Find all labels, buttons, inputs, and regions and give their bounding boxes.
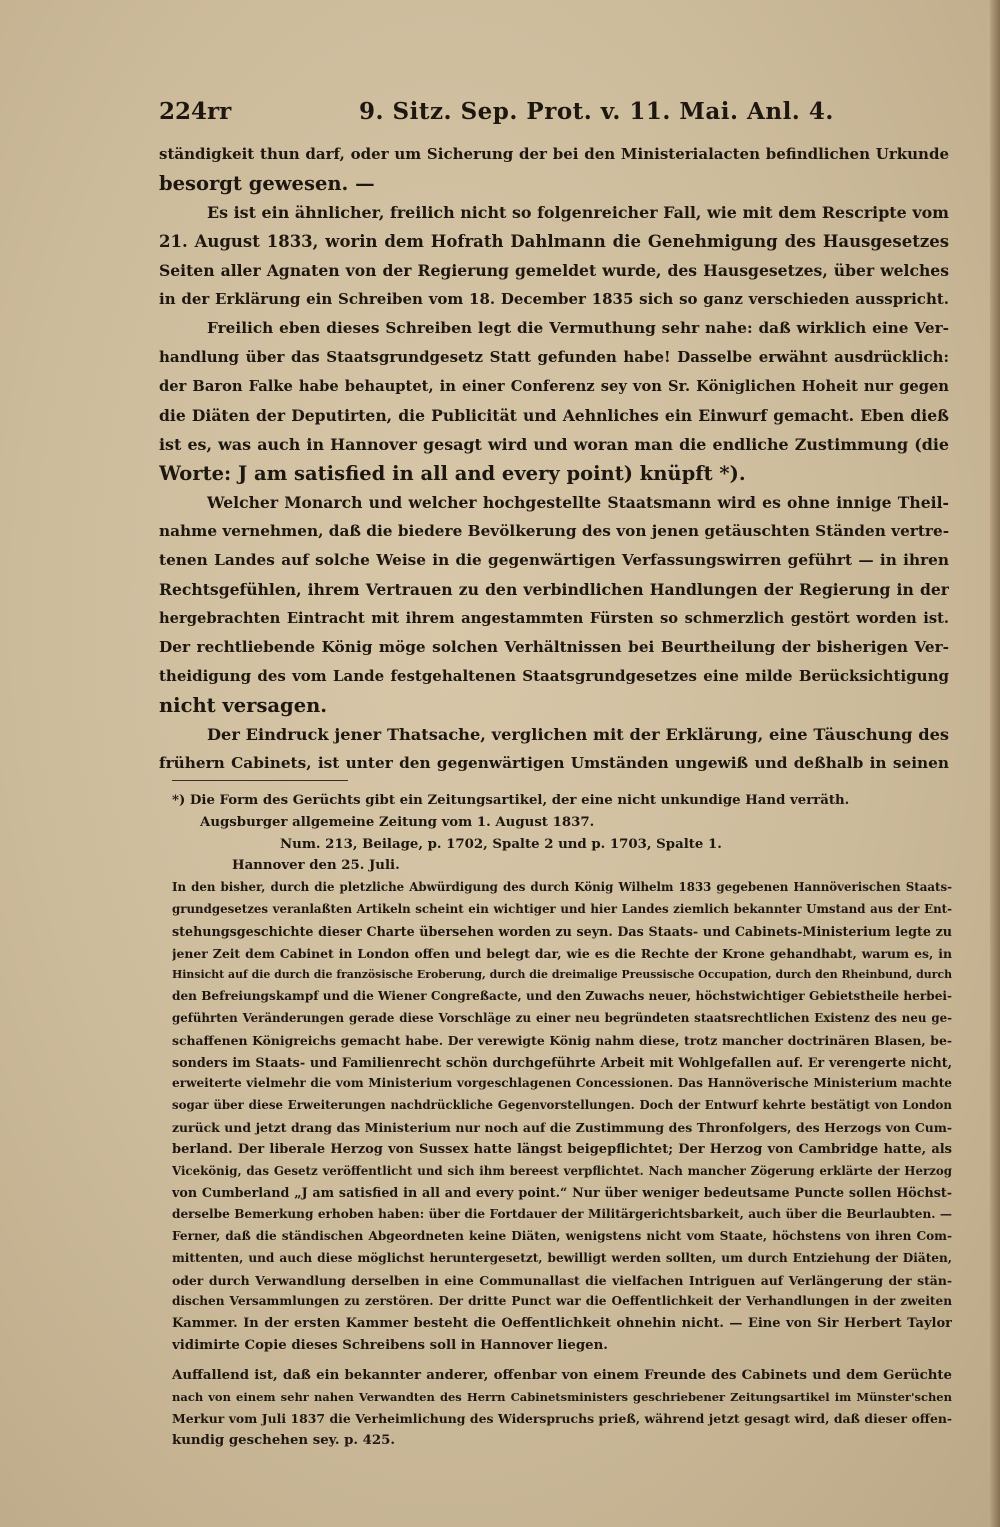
page-header xyxy=(159,98,959,132)
text-line: der Baron Falke habe behauptet, in einer Conferenz sey von Sr. Königlichen Hoheit nur gegen xyxy=(159,378,949,395)
footnote-line: vidimirte Copie dieses Schreibens soll in Hannover liegen. xyxy=(172,1337,608,1353)
footnote-line: erweiterte vielmehr die vom Ministerium vorgeschlagenen Concessionen. Das Hannöverische Ministerium machte xyxy=(172,1076,952,1091)
footnote-rule xyxy=(172,780,348,781)
footnote-line: Auffallend ist, daß ein bekannter anderer, offenbar von einem Freunde des Cabinets und dem Gerüchte xyxy=(172,1367,952,1383)
footnote-line: Num. 213, Beilage, p. 1702, Spalte 2 und p. 1703, Spalte 1. xyxy=(280,836,722,852)
footnote-line: In den bisher, durch die pletzliche Abwürdigung des durch König Wilhelm 1833 gegebenen Hannöverischen Staats- xyxy=(172,880,952,895)
page-number: 224rr xyxy=(159,98,232,125)
footnote-line: Merkur vom Juli 1837 die Verheimlichung des Widerspruchs prieß, während jetzt gesagt wird, daß dieser offen- xyxy=(172,1411,952,1427)
text-line: Der Eindruck jener Thatsache, verglichen mit der Erklärung, eine Täuschung des xyxy=(207,725,949,744)
text-line: Welcher Monarch und welcher hochgestellte Staatsmann wird es ohne innige Theil- xyxy=(207,493,949,512)
text-line: ständigkeit thun darf, oder um Sicherung der bei den Ministerialacten befindlichen Urkunde xyxy=(159,145,949,163)
footnote-line: oder durch Verwandlung derselben in eine Communallast die vielfachen Intriguen auf Verlängerung der stän- xyxy=(172,1272,952,1288)
text-line: ist es, was auch in Hannover gesagt wird und woran man die endliche Zustimmung (die xyxy=(159,435,949,454)
text-line: hergebrachten Eintracht mit ihrem angestammten Fürsten so schmerzlich gestört worden ist. xyxy=(159,610,949,627)
footnote-line: nach von einem sehr nahen Verwandten des Herrn Cabinetsministers geschriebener Zeitungsartikel im Münster'schen xyxy=(172,1389,952,1404)
text-line: theidigung des vom Lande festgehaltenen Staatsgrundgesetzes eine milde Berücksichtigung xyxy=(159,667,949,685)
text-line: 21. August 1833, worin dem Hofrath Dahlmann die Genehmigung des Hausgesetzes xyxy=(159,232,949,251)
text-line: Seiten aller Agnaten von der Regierung gemeldet wurde, des Hausgesetzes, über welches xyxy=(159,261,949,280)
footnote-line: Kammer. In der ersten Kammer besteht die Oeffentlichkeit ohnehin nicht. — Eine von Sir Herbert Taylor xyxy=(172,1316,952,1332)
footnote-line: sonders im Staats- und Familienrecht schön durchgeführte Arbeit mit Wohlgefallen auf. Er verengerte nicht, xyxy=(172,1054,952,1070)
text-line: handlung über das Staatsgrundgesetz Statt gefunden habe! Dasselbe erwähnt ausdrücklich: xyxy=(159,348,949,366)
footnote-line: Ferner, daß die ständischen Abgeordneten keine Diäten, wenigstens nicht vom Staate, höchstens von ihren Com- xyxy=(172,1228,952,1243)
text-line: Freilich eben dieses Schreiben legt die Vermuthung sehr nahe: daß wirklich eine Ver- xyxy=(207,319,949,337)
footnote-line: zurück und jetzt drang das Ministerium nur noch auf die Zustimmung des Thronfolgers, des Herzogs von Cum- xyxy=(172,1119,952,1135)
footnote-line: von Cumberland „J am satisfied in all and every point.“ Nur über weniger bedeutsame Puncte sollen Höchst- xyxy=(172,1185,952,1201)
footnote-line: den Befreiungskampf und die Wiener Congreßacte, und den Zuwachs neuer, höchstwichtiger Gebietstheile herbei- xyxy=(172,989,952,1004)
text-line: die Diäten der Deputirten, die Publicität und Aehnliches ein Einwurf gemacht. Eben dieß xyxy=(159,406,949,425)
footnote-line: Augsburger allgemeine Zeitung vom 1. August 1837. xyxy=(200,814,595,830)
footnote-line: *) Die Form des Gerüchts gibt ein Zeitungsartikel, der eine nicht unkundige Hand verräth. xyxy=(172,793,850,808)
text-line: Es ist ein ähnlicher, freilich nicht so folgenreicher Fall, wie mit dem Rescripte vom xyxy=(207,203,949,222)
footnote-line: schaffenen Königreichs gemacht habe. Der verewigte König nahm diese, trotz mancher doctrinären Blasen, be- xyxy=(172,1032,952,1048)
footnotes xyxy=(172,790,952,1452)
footnote-line: berland. Der liberale Herzog von Sussex hatte längst beigepflichtet; Der Herzog von Cambridge hatte, als xyxy=(172,1141,952,1157)
text-line: tenen Landes auf solche Weise in die gegenwärtigen Verfassungswirren geführt — in ihren xyxy=(159,551,949,569)
footnote-line: Vicekönig, das Gesetz veröffentlicht und sich ihm bereest verpflichtet. Nach mancher Zögerung erklärte der Herzog xyxy=(172,1163,952,1178)
footnote-line: kundig geschehen sey. p. 425. xyxy=(172,1433,396,1449)
footnote-line: dischen Versammlungen zu zerstören. Der dritte Punct war die Oeffentlichkeit der Verhandlungen in der zweiten xyxy=(172,1294,952,1309)
footnote-line: geführten Veränderungen gerade diese Vorschläge zu einer neu begründeten staatsrechtlichen Existenz des neu ge- xyxy=(172,1010,952,1025)
running-head: 9. Sitz. Sep. Prot. v. 11. Mai. Anl. 4. xyxy=(359,98,834,125)
text-line: Der rechtliebende König möge solchen Verhältnissen bei Beurtheilung der bisherigen Ver- xyxy=(159,638,949,656)
text-line: in der Erklärung ein Schreiben vom 18. December 1835 sich so ganz verschieden ausspricht. xyxy=(159,290,949,308)
footnote-line: jener Zeit dem Cabinet in London offen und belegt dar, wie es die Rechte der Krone gehandhabt, warum es, in xyxy=(172,945,952,961)
page-edge xyxy=(990,0,1000,1527)
text-line: besorgt gewesen. — xyxy=(159,172,375,195)
footnote-line: Hinsicht auf die durch die französische Eroberung, durch die dreimalige Preussische Occupation, durch den Rheinbund, durch xyxy=(172,968,952,982)
text-line: nahme vernehmen, daß die biedere Bevölkerung des von jenen getäuschten Ständen vertre- xyxy=(159,522,949,540)
main-text xyxy=(159,140,949,778)
text-line: frühern Cabinets, ist unter den gegenwärtigen Umständen ungewiß und deßhalb in seinen xyxy=(159,754,949,772)
footnote-line: mittenten, und auch diese möglichst heruntergesetzt, bewilligt werden sollten, um durch Entziehung der Diäten, xyxy=(172,1250,952,1265)
text-line: Worte: J am satisfied in all and every point) knüpft *). xyxy=(159,462,746,485)
footnote-line: grundgesetzes veranlaßten Artikeln scheint ein wichtiger und hier Landes ziemlich bekannter Umstand aus der Ent- xyxy=(172,901,952,916)
text-line: Rechtsgefühlen, ihrem Vertrauen zu den verbindlichen Handlungen der Regierung in der xyxy=(159,580,949,599)
footnote-line: Hannover den 25. Juli. xyxy=(232,858,400,874)
footnote-line: derselbe Bemerkung erhoben haben: über die Fortdauer der Militärgerichtsbarkeit, auch über die Beurlaubten. — xyxy=(172,1207,952,1222)
footnote-line: sogar über diese Erweiterungen nachdrückliche Gegenvorstellungen. Doch der Entwurf kehrte bestätigt von London xyxy=(172,1098,952,1113)
text-line: nicht versagen. xyxy=(159,694,328,717)
footnote-line: stehungsgeschichte dieser Charte übersehen worden zu seyn. Das Staats- und Cabinets-Ministerium legte zu xyxy=(172,923,952,939)
